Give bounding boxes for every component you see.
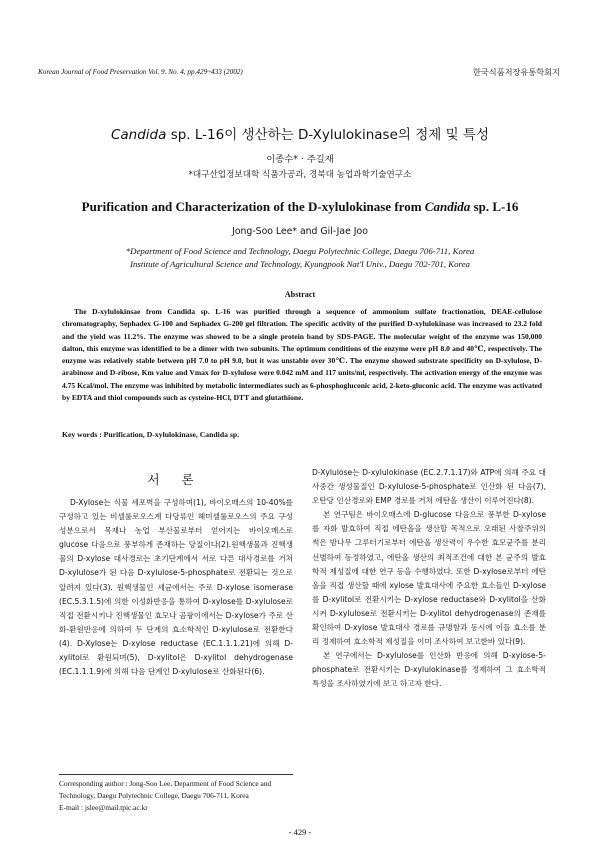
society-name: 한국식품저장유통학회지 [472,67,560,77]
intro-right-column [312,466,546,692]
intro-paragraph: 본 연구에서는 D-xylulose를 인산화 반응에 의해 D-xylose-5-phosphate로 전환시키는 D-xylulokinase를 정제하여 그 효소학적 특성을 조사하였기에 보고 하고자 한다. [312,651,546,689]
english-title-main: Purification and Characterization of the D-xylulokinase from [81,199,425,214]
journal-citation: Korean Journal of Food Preservation Vol. 9. No. 4, pp.429~433 (2002) [38,68,243,76]
introduction-heading: 서 론 [147,472,203,487]
intro-left-column [59,496,293,679]
page-number: - 429 - [288,827,312,837]
english-authors: Jong-Soo Lee* and Gil-Jae Joo [232,226,368,237]
english-title-end: sp. L-16 [470,199,519,214]
korean-authors: 이종수* · 주길재 [266,154,334,165]
english-affiliation [0,245,600,270]
english-title [0,199,600,215]
footnote [59,778,299,814]
korean-title-genus: Candida [110,127,167,143]
abstract-heading: Abstract [284,290,316,299]
intro-paragraph: D-Xylose는 식물 세포벽을 구성하며(1), 바이오매스의 10-40%를 구성하고 있는 비셀룰로오스계 다당류인 헤미셀룰로오스의 주요 구성성분으로서 목재나 농업 부산물로부터 얻어지는 바이오매스로 glucose 다음으로 풍부하게 존재하는 당질이다(2).원핵생물과 진핵생물의 D-xylose 대사경로는 초기단계에서 서로 다른 대사경로를 거쳐 D-xylulose가 된 다음 D-xylulose-5-phosphate로 전환되는 것으로 알려져 있다(3). 원핵생물인 세균에서는 주로 D-xylose isomerase (EC.5.3.1.5)에 의한 이성화반응을 통하여 D-xylose를 D-xylulose로 직접 전환시키나 진핵생물인 효모나 곰팡이에서는 D-xylose가 주로 산화-환원반응에 의하여 두 단계의 효소학적인 D-xylulose로 전환한다(4). D-Xylose는 D-xylose reductase (EC.1.1.1.21)에 의해 D-xylitol로 환원되며(5), D-xylitol은 D-xylitol dehydrogenase (EC.1.1.1.9)에 의해 다음 단계인 D-xylulose로 산화된다(6). [59,498,293,677]
affiliation-line-1: *Department of Food Science and Technology, Daegu Polytechnic College, Daegu 706-711, Korea [125,246,475,256]
affiliation-line-2: Institute of Agricultural Science and Technology, Kyungpook Nat'l Univ., Daegu 702-701, Korea [130,258,470,269]
intro-paragraph: D-Xylulose는 D-xylulokinase (EC.2.7.1.17)와 ATP에 의해 주요 대사중간 생성물질인 D-xylulose-5-phosphate로 인산화 된 다음(7), 오탄당 인산경로와 EMP 경로를 거쳐 에탄올 생산이 이루어진다(8). [312,468,546,506]
abstract-body: The D-xylulokinsae from Candida sp. L-16 was purified through a sequence of ammonium sulfate fractionation, DEAE-cellulose chromatography, Sephadex G-100 and Sephadex G-200 gel filtration. The specific activity of the purified D-xylulokinase was increased to 23.2 fold and the yield was 11.2%. The enzyme was showed to be a single protein band by SDS-PAGE. The molecular weight of the enzyme was 150,000 dalton, this enzyme was identified to be a dimer with two subunits. The optimum conditions of the enzyme were pH 8.0 and 40℃, respectively. The enzyme was relatively stable between pH 7.0 to pH 9.0, but it was unstable over 30℃. The enzyme showed substrate specificity on D-xylulose, D-arabinose and D-ribose, Km value and Vmax for D-xylulose were 0.042 mM and 117 units/ml, respectively. The activation energy of the enzyme was 4.75 Kcal/mol. The enzyme was inhibited by metabolic intermediates such as 6-phosphogluconic acid, 2-keto-gluconic acid. The enzyme was activated by EDTA and thiol compounds such as cysteine-HCl, DTT and glutathione. [62,307,542,403]
korean-affiliation: *대구산업정보대학 식품가공과, 경북대 농업과학기술연구소 [188,170,412,180]
corresponding-author: Corresponding author : Jong-Soo Lee, Department of Food Science and Technology, Daegu Polytechnic College, Daegu 706-711, Korea [59,779,272,800]
english-title-genus: Candida [424,199,471,214]
author-email: E-mail : jslee@mail.tpic.ac.kr [59,803,148,812]
keywords: Key words : Purification, D-xylulokinase, Candida sp. [62,430,240,439]
korean-title-rest: sp. L-16이 생산하는 D-Xylulokinase의 정제 및 특성 [166,127,490,143]
footnote-divider [59,774,293,775]
korean-title [0,123,600,143]
intro-paragraph: 본 연구팀은 바이오매스에 D-glucose 다음으로 풍부한 D-xylose를 자화 발효하여 직접 에탄올을 생산할 목적으로 오래된 사찰주위의 썩은 밤나무 그루터기로부터 에탄올 생산력이 우수한 효모균주를 분리 선별하여 동정하였고, 에탄올 생산의 최적조건에 대한 본 균주의 발효학적 제성질에 대한 연구 등을 수행하였다. 또한 D-xylose로부터 에탄올을 직접 생산할 때에 xylose 발효대사에 주요한 효소들인 D-xylose를 D-xylitol로 전환시키는 D-xylose reductase와 D-xylitol을 산화시켜 D-xylulose로 전환시키는 D-xylitol dehydrogenase의 존재를 확인하여 D-xylose 발효대사 경로를 규명함과 동시에 이들 효소를 분리 정제하여 효소학적 제성질을 이미 조사하여 보고한바 있다(9). [312,510,546,647]
